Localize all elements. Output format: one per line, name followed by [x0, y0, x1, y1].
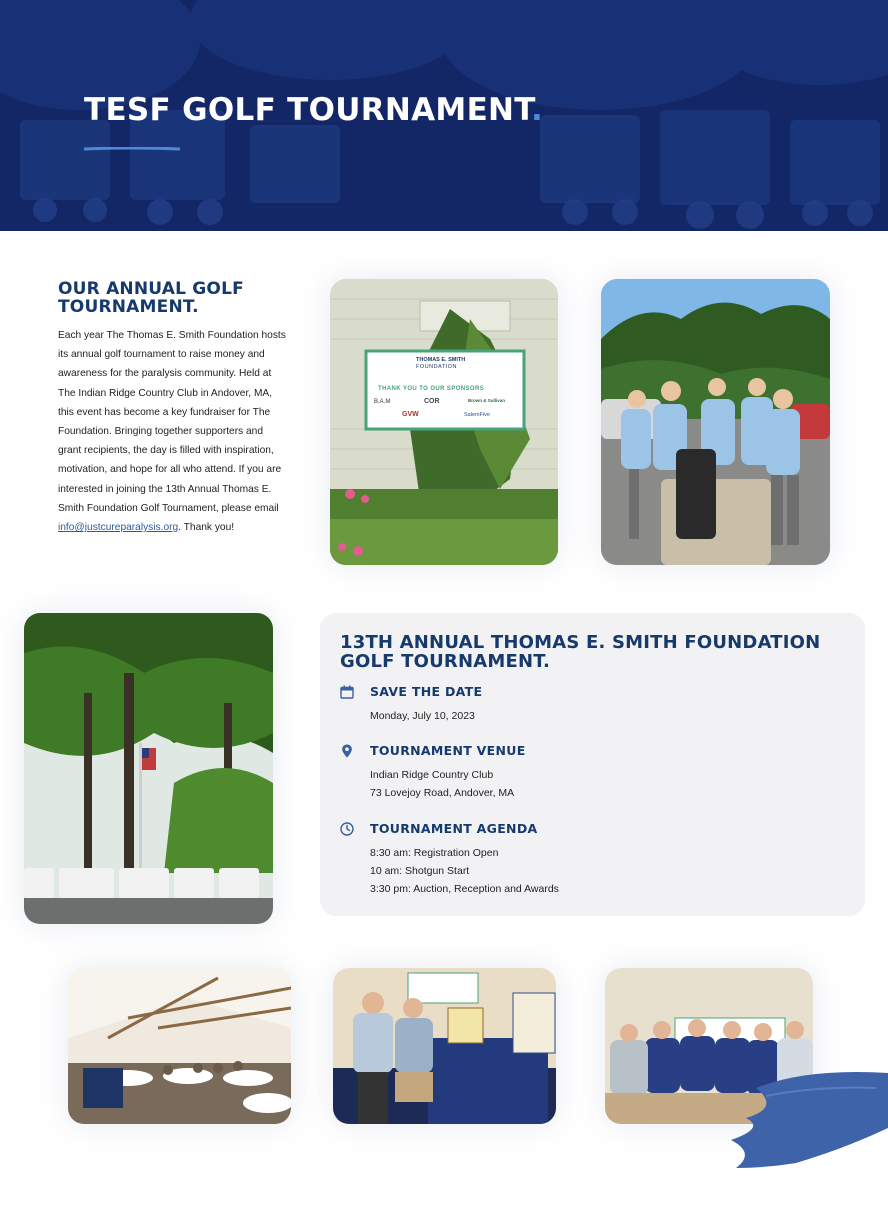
- title-accent-dot: .: [531, 92, 544, 128]
- hero-banner: [0, 0, 888, 231]
- decorative-brush-stroke: [726, 1068, 888, 1173]
- intro-section: [58, 280, 286, 537]
- sponsor-banner-sign: [368, 353, 522, 427]
- location-pin-icon: [340, 744, 354, 758]
- agenda-label: TOURNAMENT AGENDA: [370, 821, 538, 836]
- sponsor-logo-5: SalemFive: [464, 412, 490, 418]
- intro-paragraph: [58, 326, 286, 537]
- photo-sponsor-banner: [330, 279, 558, 565]
- email-link[interactable]: info@justcureparalysis.org: [58, 522, 179, 534]
- event-date: Monday, July 10, 2023: [370, 710, 475, 722]
- clock-icon: [340, 822, 354, 836]
- photo-clubhouse-flag: [24, 613, 273, 924]
- intro-heading: OUR ANNUAL GOLF TOURNAMENT.: [58, 279, 244, 317]
- agenda-item: 3:30 pm: Auction, Reception and Awards: [370, 883, 559, 895]
- sponsor-org-line1: THOMAS E. SMITH: [416, 357, 466, 363]
- save-the-date-label: SAVE THE DATE: [370, 684, 483, 699]
- venue-address: 73 Lovejoy Road, Andover, MA: [370, 787, 515, 799]
- venue-name: Indian Ridge Country Club: [370, 769, 494, 781]
- agenda-item: 8:30 am: Registration Open: [370, 847, 499, 859]
- title-underline: [84, 147, 180, 151]
- photo-golfers-group: [601, 279, 830, 565]
- photo-banquet-room: [68, 968, 291, 1124]
- event-info-card: [320, 613, 865, 916]
- intro-text: Each year The Thomas E. Smith Foundation hosts its annual golf tournament to raise money and awareness for the paralysis community. Held at The Indian Ridge Country Club in Andover, MA, this event has become a key fundraiser for The Foundation. Bringing together supporters and grant recipients, the day is filled with inspiration, motivation, and hope for all who attend. If you are interested in joining the 13th Annual Thomas E. Smith Foundation Golf Tournament, please email: [58, 330, 286, 514]
- photo-award-winners: [333, 968, 556, 1124]
- page-title: [84, 92, 543, 128]
- venue-label: TOURNAMENT VENUE: [370, 743, 526, 758]
- sponsor-logo-2: COR: [424, 398, 440, 405]
- intro-text-end: . Thank you!: [178, 522, 235, 534]
- sponsor-logo-4: GVW: [402, 411, 419, 418]
- event-heading: 13TH ANNUAL THOMAS E. SMITH FOUNDATION GOLF TOURNAMENT.: [340, 632, 821, 672]
- sponsor-logo-3: Brown & Sullivan: [468, 398, 506, 403]
- page-title-text: TESF GOLF TOURNAMENT: [84, 92, 532, 128]
- sponsor-logo-1: B.A.M: [374, 399, 391, 405]
- sponsor-thanks: THANK YOU TO OUR SPONSORS: [378, 386, 485, 392]
- calendar-icon: [340, 685, 354, 699]
- sponsor-org-line2: FOUNDATION: [416, 364, 457, 370]
- agenda-item: 10 am: Shotgun Start: [370, 865, 470, 877]
